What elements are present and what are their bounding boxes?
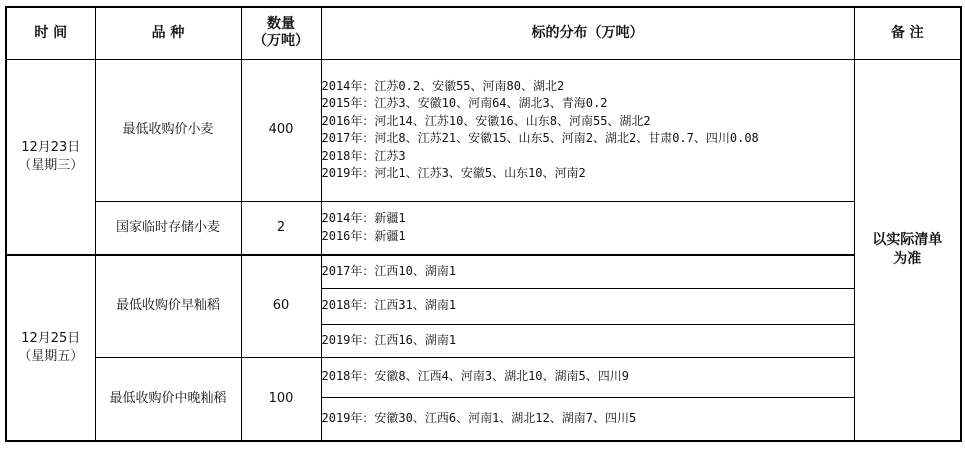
note-line1: 以实际清单 bbox=[872, 231, 943, 248]
table-row bbox=[6, 201, 961, 255]
quantity-cell: 400 bbox=[241, 59, 321, 201]
variety-cell: 最低收购价小麦 bbox=[95, 59, 241, 201]
variety-cell: 最低收购价中晚籼稻 bbox=[95, 357, 241, 441]
date-cell bbox=[6, 255, 95, 441]
distribution-line: 2015年：江苏3、安徽10、河南64、湖北3、青海0.2 bbox=[321, 96, 608, 110]
distribution-line: 2016年：河北14、江苏10、安徽16、山东8、河南55、湖北2 bbox=[321, 113, 651, 128]
variety-cell: 国家临时存储小麦 bbox=[95, 201, 241, 255]
note-line2: 为准 bbox=[893, 250, 922, 267]
distribution-cell: 2018年：安徽8、江西4、河南3、湖北10、湖南5、四川9 bbox=[321, 357, 854, 397]
distribution-cell: 2017年：江西10、湖南1 bbox=[321, 255, 854, 288]
table-row bbox=[6, 255, 961, 288]
quantity-cell: 60 bbox=[241, 255, 321, 357]
header-variety: 品 种 bbox=[95, 7, 241, 59]
header-row bbox=[6, 7, 961, 59]
quantity-cell: 100 bbox=[241, 357, 321, 441]
table-row bbox=[6, 59, 961, 201]
distribution-cell bbox=[321, 201, 854, 255]
variety-cell: 最低收购价早籼稻 bbox=[95, 255, 241, 357]
header-quantity-line2: （万吨） bbox=[253, 33, 309, 50]
distribution-line: 2019年：河北1、江苏3、安徽5、山东10、河南2 bbox=[321, 166, 586, 180]
distribution-line: 2014年：江苏0.2、安徽55、河南80、湖北2 bbox=[321, 78, 565, 93]
distribution-cell bbox=[321, 59, 854, 201]
auction-schedule-table bbox=[5, 6, 962, 442]
distribution-line: 2016年：新疆1 bbox=[321, 228, 406, 243]
table-row bbox=[6, 357, 961, 397]
weekday-label: （星期三） bbox=[18, 157, 84, 173]
header-quantity bbox=[241, 7, 321, 59]
distribution-line: 2014年：新疆1 bbox=[321, 211, 406, 226]
distribution-cell: 2019年：江西16、湖南1 bbox=[321, 324, 854, 357]
distribution-line: 2018年：江苏3 bbox=[321, 148, 406, 163]
date-label: 12月25日 bbox=[21, 331, 81, 346]
header-quantity-line1: 数量 bbox=[267, 16, 295, 33]
header-note: 备 注 bbox=[854, 7, 961, 59]
header-distribution: 标的分布（万吨） bbox=[321, 7, 854, 59]
quantity-cell: 2 bbox=[241, 201, 321, 255]
date-label: 12月23日 bbox=[21, 139, 81, 155]
distribution-cell: 2019年：安徽30、江西6、河南1、湖北12、湖南7、四川5 bbox=[321, 397, 854, 441]
header-time: 时 间 bbox=[6, 7, 95, 59]
note-cell bbox=[854, 59, 961, 441]
date-cell bbox=[6, 59, 95, 255]
distribution-cell: 2018年：江西31、湖南1 bbox=[321, 288, 854, 324]
distribution-line: 2017年：河北8、江苏21、安徽15、山东5、河南2、湖北2、甘肃0.7、四川0.08 bbox=[321, 131, 759, 145]
weekday-label: （星期五） bbox=[18, 349, 84, 364]
